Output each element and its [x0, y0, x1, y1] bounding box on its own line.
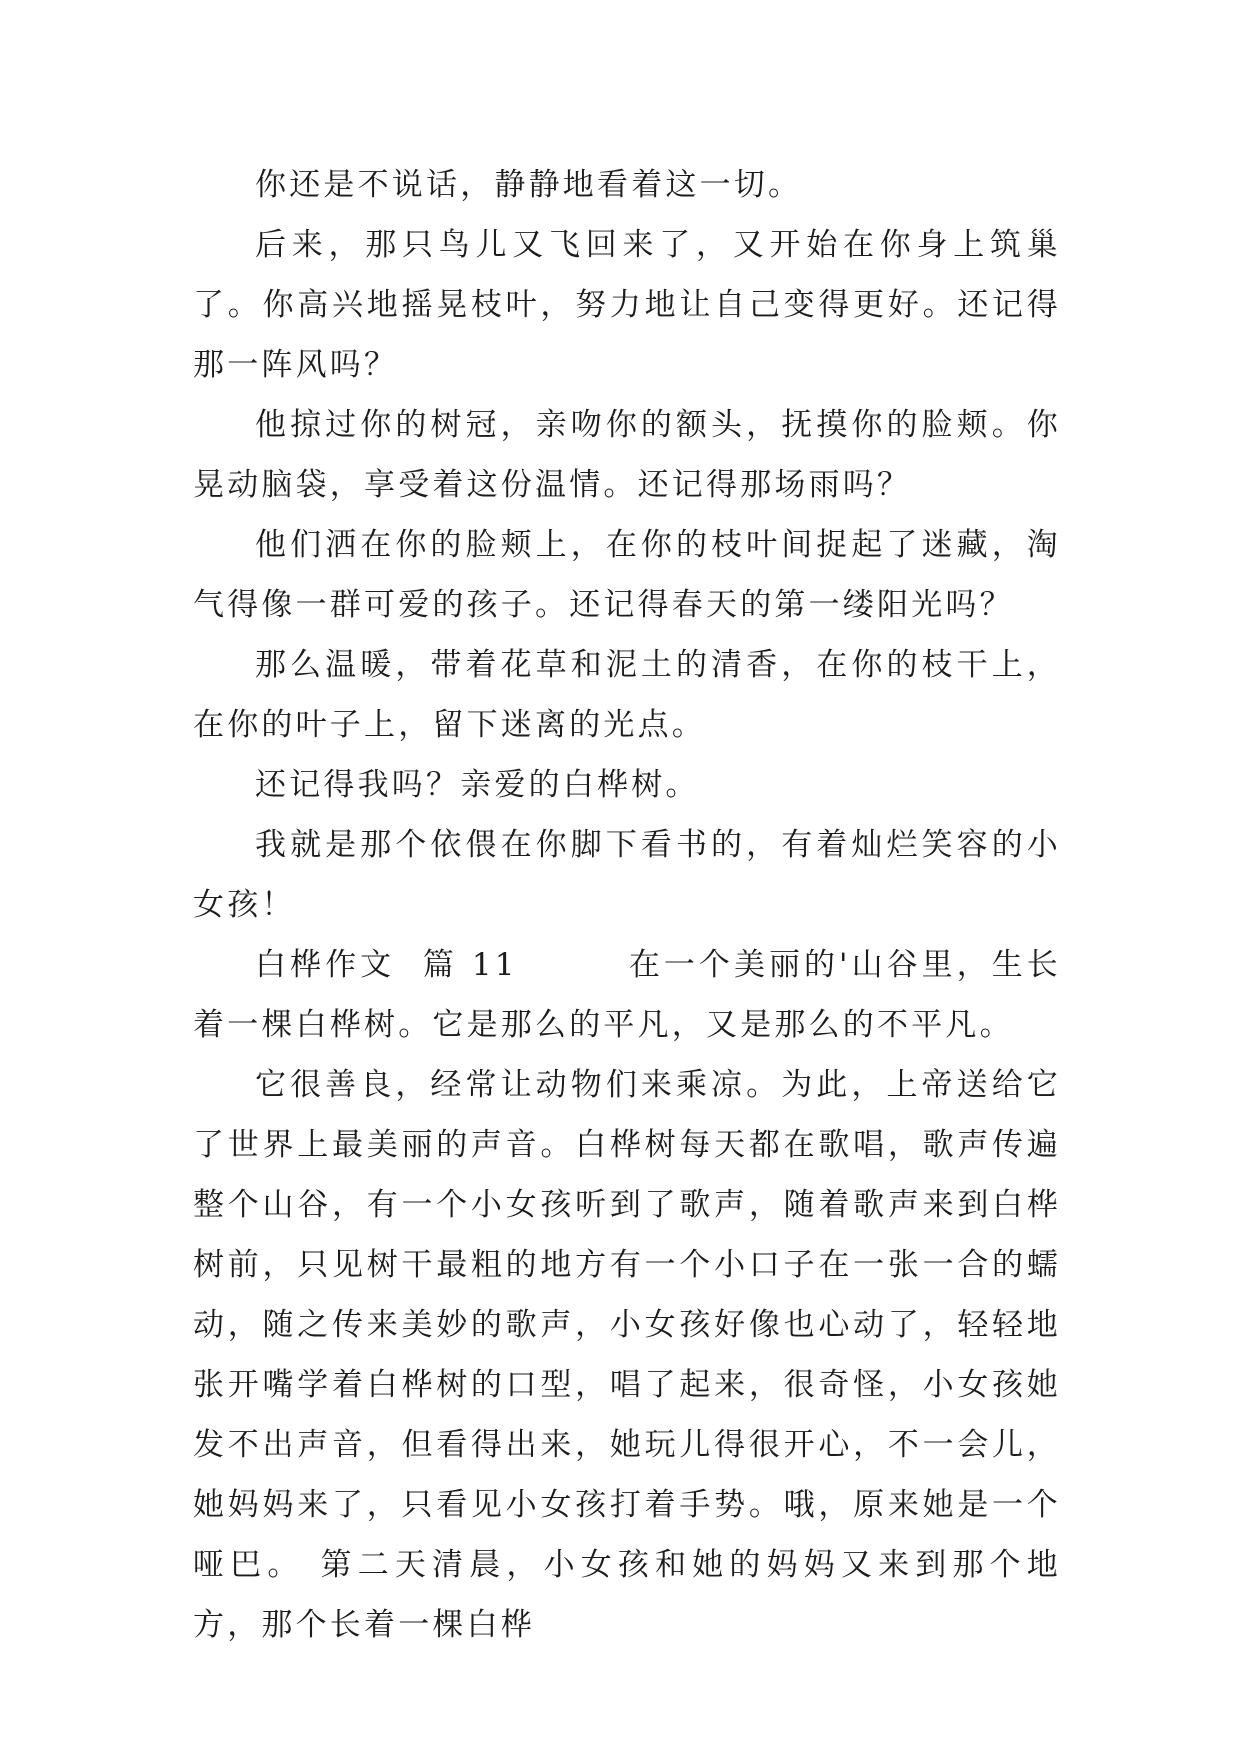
paragraph: 他掠过你的树冠，亲吻你的额头，抚摸你的脸颊。你晃动脑袋，享受着这份温情。还记得那场雨吗？	[193, 407, 1061, 503]
paragraph: 那么温暖，带着花草和泥土的清香，在你的枝干上，在你的叶子上，留下迷离的光点。	[193, 647, 1061, 743]
paragraph: 后来，那只鸟儿又飞回来了，又开始在你身上筑巢了。你高兴地摇晃枝叶，努力地让自己变得更好。还记得那一阵风吗？	[193, 227, 1061, 383]
paragraph: 我就是那个依偎在你脚下看书的，有着灿烂笑容的小女孩！	[193, 827, 1061, 923]
paragraph: 还记得我吗？亲爱的白桦树。	[255, 767, 700, 803]
paragraph: 他们洒在你的脸颊上，在你的枝叶间捉起了迷藏，淘气得像一群可爱的孩子。还记得春天的第一缕阳光吗？	[193, 527, 1061, 623]
section-heading-paragraph: 白桦作文 篇 11 在一个美丽的'山谷里，生长着一棵白桦树。它是那么的平凡，又是那么的不平凡。	[193, 947, 1061, 1043]
article-body	[193, 155, 1061, 1655]
paragraph: 它很善良，经常让动物们来乘凉。为此，上帝送给它了世界上最美丽的声音。白桦树每天都在歌唱，歌声传遍整个山谷，有一个小女孩听到了歌声，随着歌声来到白桦树前，只见树干最粗的地方有一个小口子在一张一合的蠕动，随之传来美妙的歌声，小女孩好像也心动了，轻轻地张开嘴学着白桦树的口型，唱了起来，很奇怪，小女孩她发不出声音，但看得出来，她玩儿得很开心，不一会儿，她妈妈来了，只看见小女孩打着手势。哦，原来她是一个哑巴。 第二天清晨，小女孩和她的妈妈又来到那个地方，那个长着一棵白桦	[193, 1067, 1061, 1643]
paragraph: 你还是不说话，静静地看着这一切。	[255, 167, 803, 203]
